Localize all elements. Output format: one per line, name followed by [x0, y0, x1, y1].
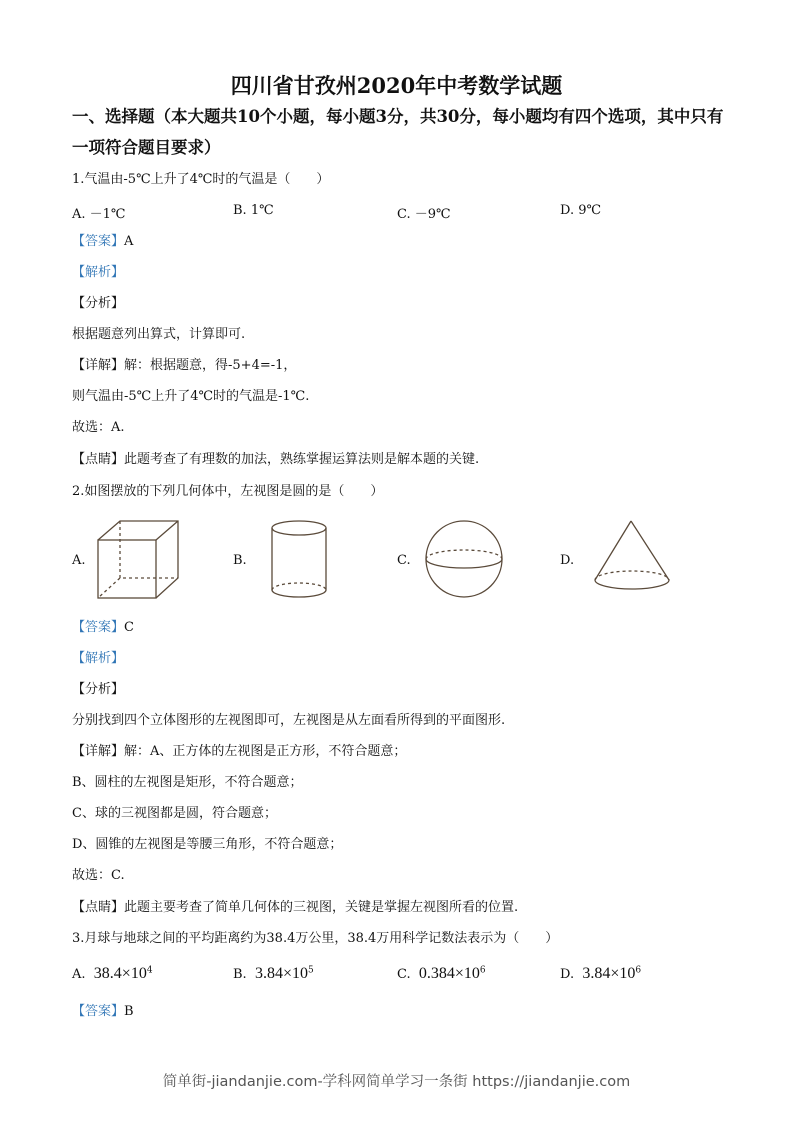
q2-detail: 【详解】解：A、正方体的左视图是正方形，不符合题意；: [72, 744, 407, 759]
q2-fenxi: 【分析】: [72, 682, 125, 697]
q1-detail: 【详解】解：根据题意，得-5+4=-1，: [72, 358, 297, 373]
q1-dianjing: 【点睛】此题考查了有理数的加法，熟练掌握运算法则是解本题的关键.: [72, 452, 480, 467]
q2-answer: 【答案】C: [72, 620, 134, 635]
q1-stem: 1.气温由-5℃上升了4℃时的气温是（ ）: [72, 172, 330, 187]
q2-choose: 故选：C.: [72, 868, 125, 883]
answer-value: A: [124, 234, 134, 249]
q3-option-b: B. $3.84\times 10^5$: [233, 965, 314, 982]
sphere-figure: [423, 518, 505, 600]
q2-detail-c: C、球的三视图都是圆，符合题意；: [72, 806, 277, 821]
section-heading-cont: 一项符合题目要求）: [72, 138, 221, 157]
q1-detail2: 则气温由-5℃上升了4℃时的气温是-1℃.: [72, 389, 310, 404]
page-title: 四川省甘孜州2020年中考数学试题: [230, 73, 563, 98]
q2-label-d: D.: [560, 553, 575, 568]
q2-label-a: A.: [72, 553, 86, 568]
cone-figure: [592, 518, 674, 598]
q2-detail-d: D、圆锥的左视图是等腰三角形，不符合题意；: [72, 837, 343, 852]
section-heading: 一、选择题（本大题共10个小题，每小题3分，共30分，每小题均有四个选项，其中只有: [72, 107, 724, 126]
q2-stem: 2.如图摆放的下列几何体中，左视图是圆的是（ ）: [72, 484, 384, 499]
q2-dianjing: 【点睛】此题主要考查了简单几何体的三视图，关键是掌握左视图所看的位置.: [72, 900, 519, 915]
q1-choose: 故选：A.: [72, 420, 125, 435]
q2-label-b: B.: [233, 553, 247, 568]
q1-option-c: C. －9℃: [397, 207, 451, 222]
q1-option-a: A. －1℃: [72, 207, 126, 222]
cube-figure: [95, 518, 185, 603]
q1-fenxi: 【分析】: [72, 296, 125, 311]
q3-option-c: C. $0.384\times 10^6$: [397, 965, 486, 982]
q2-detail-b: B、圆柱的左视图是矩形，不符合题意；: [72, 775, 303, 790]
q3-stem: 3.月球与地球之间的平均距离约为38.4万公里，38.4万用科学记数法表示为（ ）: [72, 931, 559, 946]
q3-option-d: D. $3.84\times 10^6$: [560, 965, 642, 982]
q2-fenxi-text: 分别找到四个立体图形的左视图即可，左视图是从左面看所得到的平面图形.: [72, 713, 506, 728]
answer-tag: 【答案】: [72, 234, 125, 249]
q1-jiexi: 【解析】: [72, 265, 125, 280]
q1-fenxi-text: 根据题意列出算式，计算即可.: [72, 327, 246, 342]
q1-answer: [72, 234, 133, 250]
q1-option-b: B. 1℃: [233, 203, 274, 218]
q3-answer: 【答案】B: [72, 1004, 134, 1019]
q1-option-d: D. 9℃: [560, 203, 602, 218]
footer-watermark: 简单街-jiandanjie.com-学科网简单学习一条街 https://jiandanjie.com: [162, 1074, 631, 1090]
cylinder-figure: [268, 518, 333, 603]
q3-option-a: A. $38.4\times 10^4$: [72, 965, 153, 982]
q2-label-c: C.: [397, 553, 411, 568]
q2-jiexi: 【解析】: [72, 651, 125, 666]
